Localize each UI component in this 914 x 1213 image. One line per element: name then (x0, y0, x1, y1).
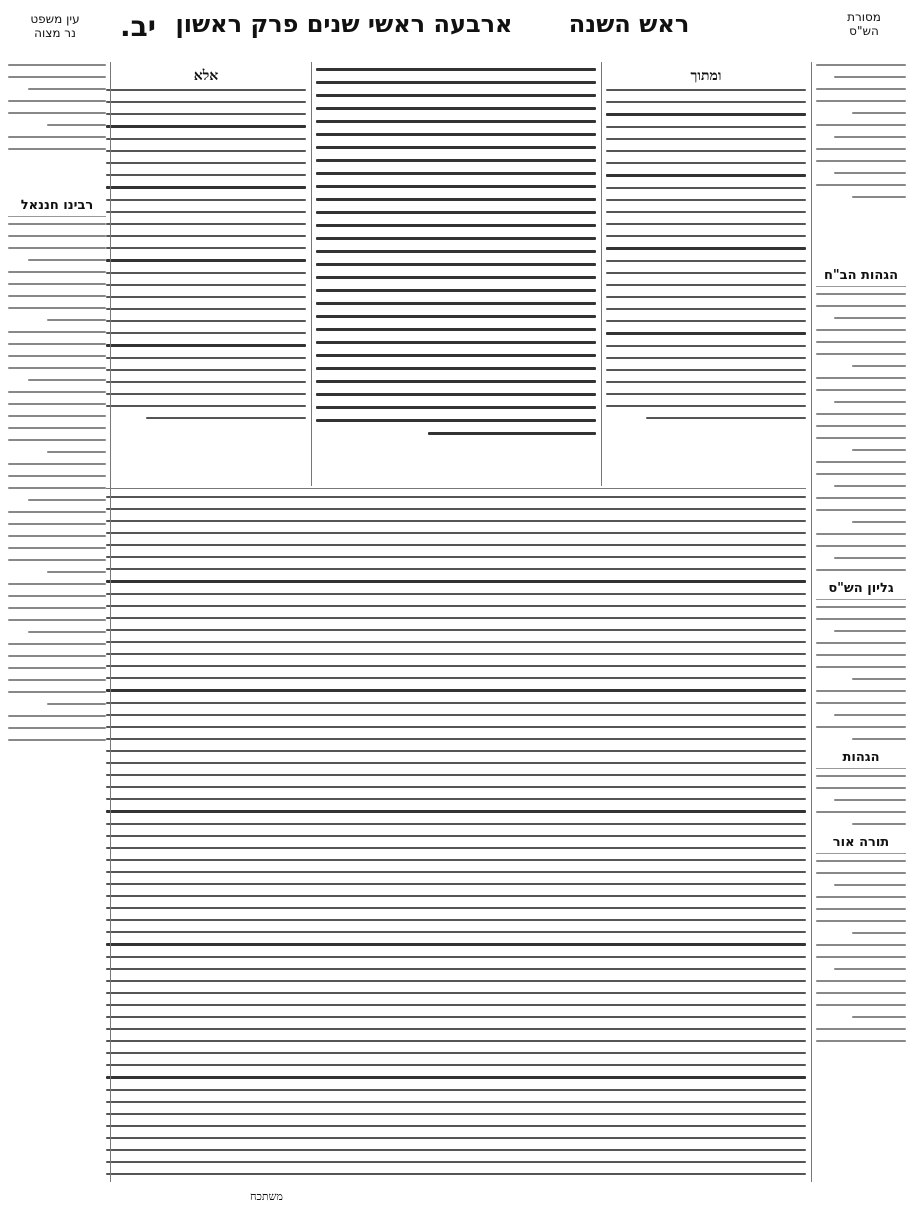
divider-rashi-gemara (601, 62, 602, 486)
masoret-text (816, 64, 906, 264)
tosafot-text (106, 89, 306, 419)
rashi-opening-word: ומתוך (690, 68, 722, 84)
gilyon-hashas-text (816, 606, 906, 740)
gemara-text (316, 68, 596, 435)
right-margin-column (816, 64, 906, 1184)
rabbeinu-chananel-title: רבינו חננאל (8, 198, 106, 217)
rabbeinu-chananel-text (8, 223, 106, 741)
page-header (0, 6, 914, 58)
gilyon-hashas-title: גליון הש"ס (816, 581, 906, 600)
lower-commentary (106, 496, 806, 1176)
folio-number: יב. (120, 10, 156, 43)
hagahot-title: הגהות (816, 750, 906, 769)
left-margin-column (8, 64, 106, 1184)
rashi-text (606, 89, 806, 419)
hagahot-habach-text (816, 293, 906, 571)
torah-or-text (816, 860, 906, 1042)
rashi-column (606, 64, 806, 484)
catchword: משתכח (250, 1190, 283, 1203)
ein-mishpat-header-label: עין משפט נר מצוה (30, 12, 80, 40)
torah-or-title: תורה אור (816, 835, 906, 854)
ein-mishpat-text (8, 64, 106, 194)
tosafot-opening-word: אלא (193, 68, 219, 84)
chapter-title: ארבעה ראשי שנים פרק ראשון (175, 10, 513, 38)
hagahot-text (816, 775, 906, 825)
lower-commentary-text (106, 496, 806, 1176)
tractate-name: ראש השנה (568, 10, 690, 38)
hagahot-habach-title: הגהות הב"ח (816, 268, 906, 287)
divider-horizontal (106, 488, 806, 489)
gemara-column (316, 64, 596, 484)
divider-gemara-tosafot (311, 62, 312, 486)
divider-left-margin (110, 62, 111, 1182)
divider-right-margin (811, 62, 812, 1182)
tosafot-column (106, 64, 306, 484)
masoret-header-label: מסורת הש"ס (847, 10, 881, 38)
